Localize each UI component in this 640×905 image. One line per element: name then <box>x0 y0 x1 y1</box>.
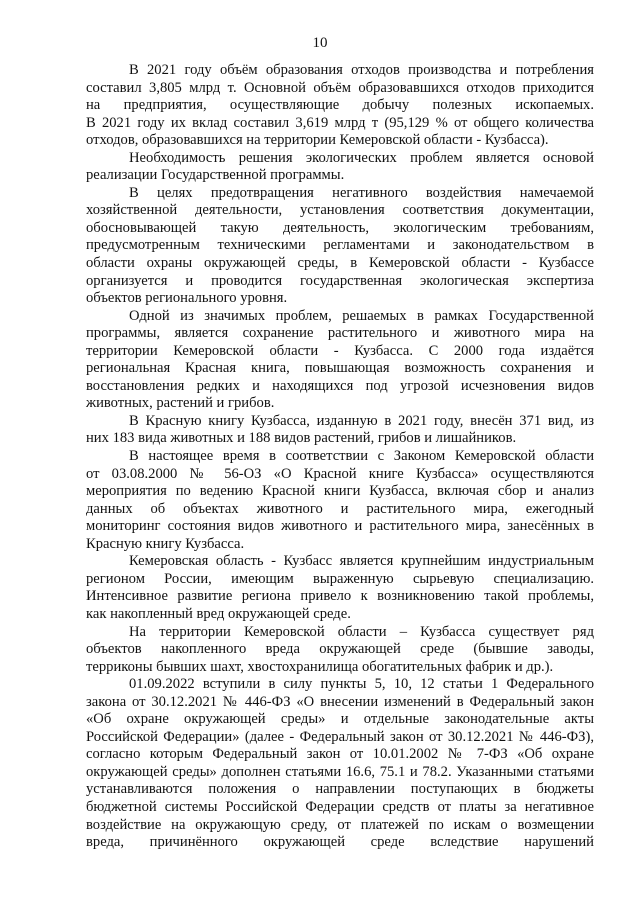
text-line: них 183 вида животных и 188 видов растений, грибов и лишайников. <box>86 430 517 447</box>
text-line: регионом России, имеющим выраженную сырьевую специализацию. <box>86 570 594 587</box>
text-line: составил 3,805 млрд т. Основной объём образовавшихся отходов приходится <box>86 79 594 96</box>
text-line: терриконы бывших шахт, хвостохранилища обогатительных фабрик и др.). <box>86 658 554 675</box>
text-line: В 2021 году их вклад составил 3,619 млрд т (95,129 % от общего количества <box>86 114 594 131</box>
text-line: бюджетной системы Российской Федерации средств от платы за негативное <box>86 798 594 815</box>
text-line: программы, является сохранение растительного и животного мира на <box>86 325 594 342</box>
paragraph <box>86 413 594 448</box>
text-line: предусмотренным техническими регламентами и законодательством в <box>86 237 594 254</box>
text-line: 01.09.2022 вступили в силу пункты 5, 10, 12 статьи 1 Федерального <box>129 676 594 693</box>
text-line: мониторинг состояния видов животного и растительного мира, занесённых в <box>86 518 594 535</box>
page-number: 10 <box>312 35 328 51</box>
text-line: от 03.08.2000 № 56-ОЗ «О Красной книге Кузбасса» осуществляются <box>86 465 594 482</box>
text-line: В целях предотвращения негативного воздействия намечаемой <box>129 184 594 201</box>
text-line: реализации Государственной программы. <box>86 167 345 184</box>
text-line: устанавливаются положения о направлении поступающих в бюджеты <box>86 781 594 798</box>
text-line: В настоящее время в соответствии с Законом Кемеровской области <box>129 448 594 465</box>
text-line: Интенсивное развитие региона привело к возникновению такой проблемы, <box>86 588 594 605</box>
text-line: На территории Кемеровской области – Кузбасса существует ряд <box>129 623 594 640</box>
text-line: обосновывающей такую деятельность, экологическим требованиям, <box>86 219 594 236</box>
text-line: объектов регионального уровня. <box>86 290 288 307</box>
text-line: Красную книгу Кузбасса. <box>86 535 245 552</box>
paragraph <box>86 62 594 150</box>
text-line: Кемеровская область - Кузбасс является крупнейшим индустриальным <box>129 553 594 570</box>
text-line: как накопленный вред окружающей среде. <box>86 605 351 622</box>
text-line: окружающей среды» дополнен статьями 16.6, 75.1 и 78.2. Указанными статьями <box>86 763 594 780</box>
text-line: закона от 30.12.2021 № 446-ФЗ «О внесении изменений в Федеральный закон <box>86 693 594 710</box>
paragraph <box>86 448 594 553</box>
text-line: организуется и проводится государственная экологическая экспертиза <box>86 272 594 289</box>
document-body <box>86 62 594 852</box>
paragraph <box>86 308 594 413</box>
text-line: отходов, образовавшихся на территории Кемеровской области - Кузбасса). <box>86 132 549 149</box>
text-line: животных, растений и грибов. <box>86 395 275 412</box>
paragraph <box>86 676 594 851</box>
text-line: Одной из значимых проблем, решаемых в рамках Государственной <box>129 307 594 324</box>
text-line: воздействие на окружающую среду, от платежей по искам о возмещении <box>86 816 594 833</box>
paragraph <box>86 553 594 623</box>
text-line: хозяйственной деятельности, установления соответствия документации, <box>86 202 594 219</box>
text-line: Российской Федерации» (далее - Федеральный закон от 30.12.2021 № 446-ФЗ), <box>86 728 594 745</box>
text-line: «Об охране окружающей среды» и отдельные законодательные акты <box>86 711 594 728</box>
text-line: на предприятия, осуществляющие добычу полезных ископаемых. <box>86 97 594 114</box>
text-line: В 2021 году объём образования отходов производства и потребления <box>129 62 594 78</box>
text-line: области охраны окружающей среды, в Кемеровской области - Кузбассе <box>86 255 594 272</box>
paragraph <box>86 185 594 308</box>
text-line: Необходимость решения экологических проблем является основой <box>129 149 594 166</box>
text-line: объектов накопленного вреда окружающей среде (бывшие заводы, <box>86 641 594 658</box>
text-line: восстановления редких и находящихся под угрозой исчезновения видов <box>86 377 594 394</box>
text-line: вреда, причинённого окружающей среде вследствие нарушений <box>86 834 594 851</box>
text-line: территории Кемеровской области - Кузбасса. С 2000 года издаётся <box>86 342 594 359</box>
text-line: согласно которым Федеральный закон от 10.01.2002 № 7-ФЗ «Об охране <box>86 746 594 763</box>
paragraph <box>86 150 594 185</box>
text-line: данных об объектах животного и растительного мира, ежегодный <box>86 500 594 517</box>
paragraph <box>86 624 594 677</box>
text-line: В Красную книгу Кузбасса, изданную в 2021 году, внесён 371 вид, из <box>129 412 594 429</box>
text-line: региональная Красная книга, повышающая возможность сохранения и <box>86 360 594 377</box>
text-line: мероприятия по ведению Красной книги Кузбасса, включая сбор и анализ <box>86 483 594 500</box>
